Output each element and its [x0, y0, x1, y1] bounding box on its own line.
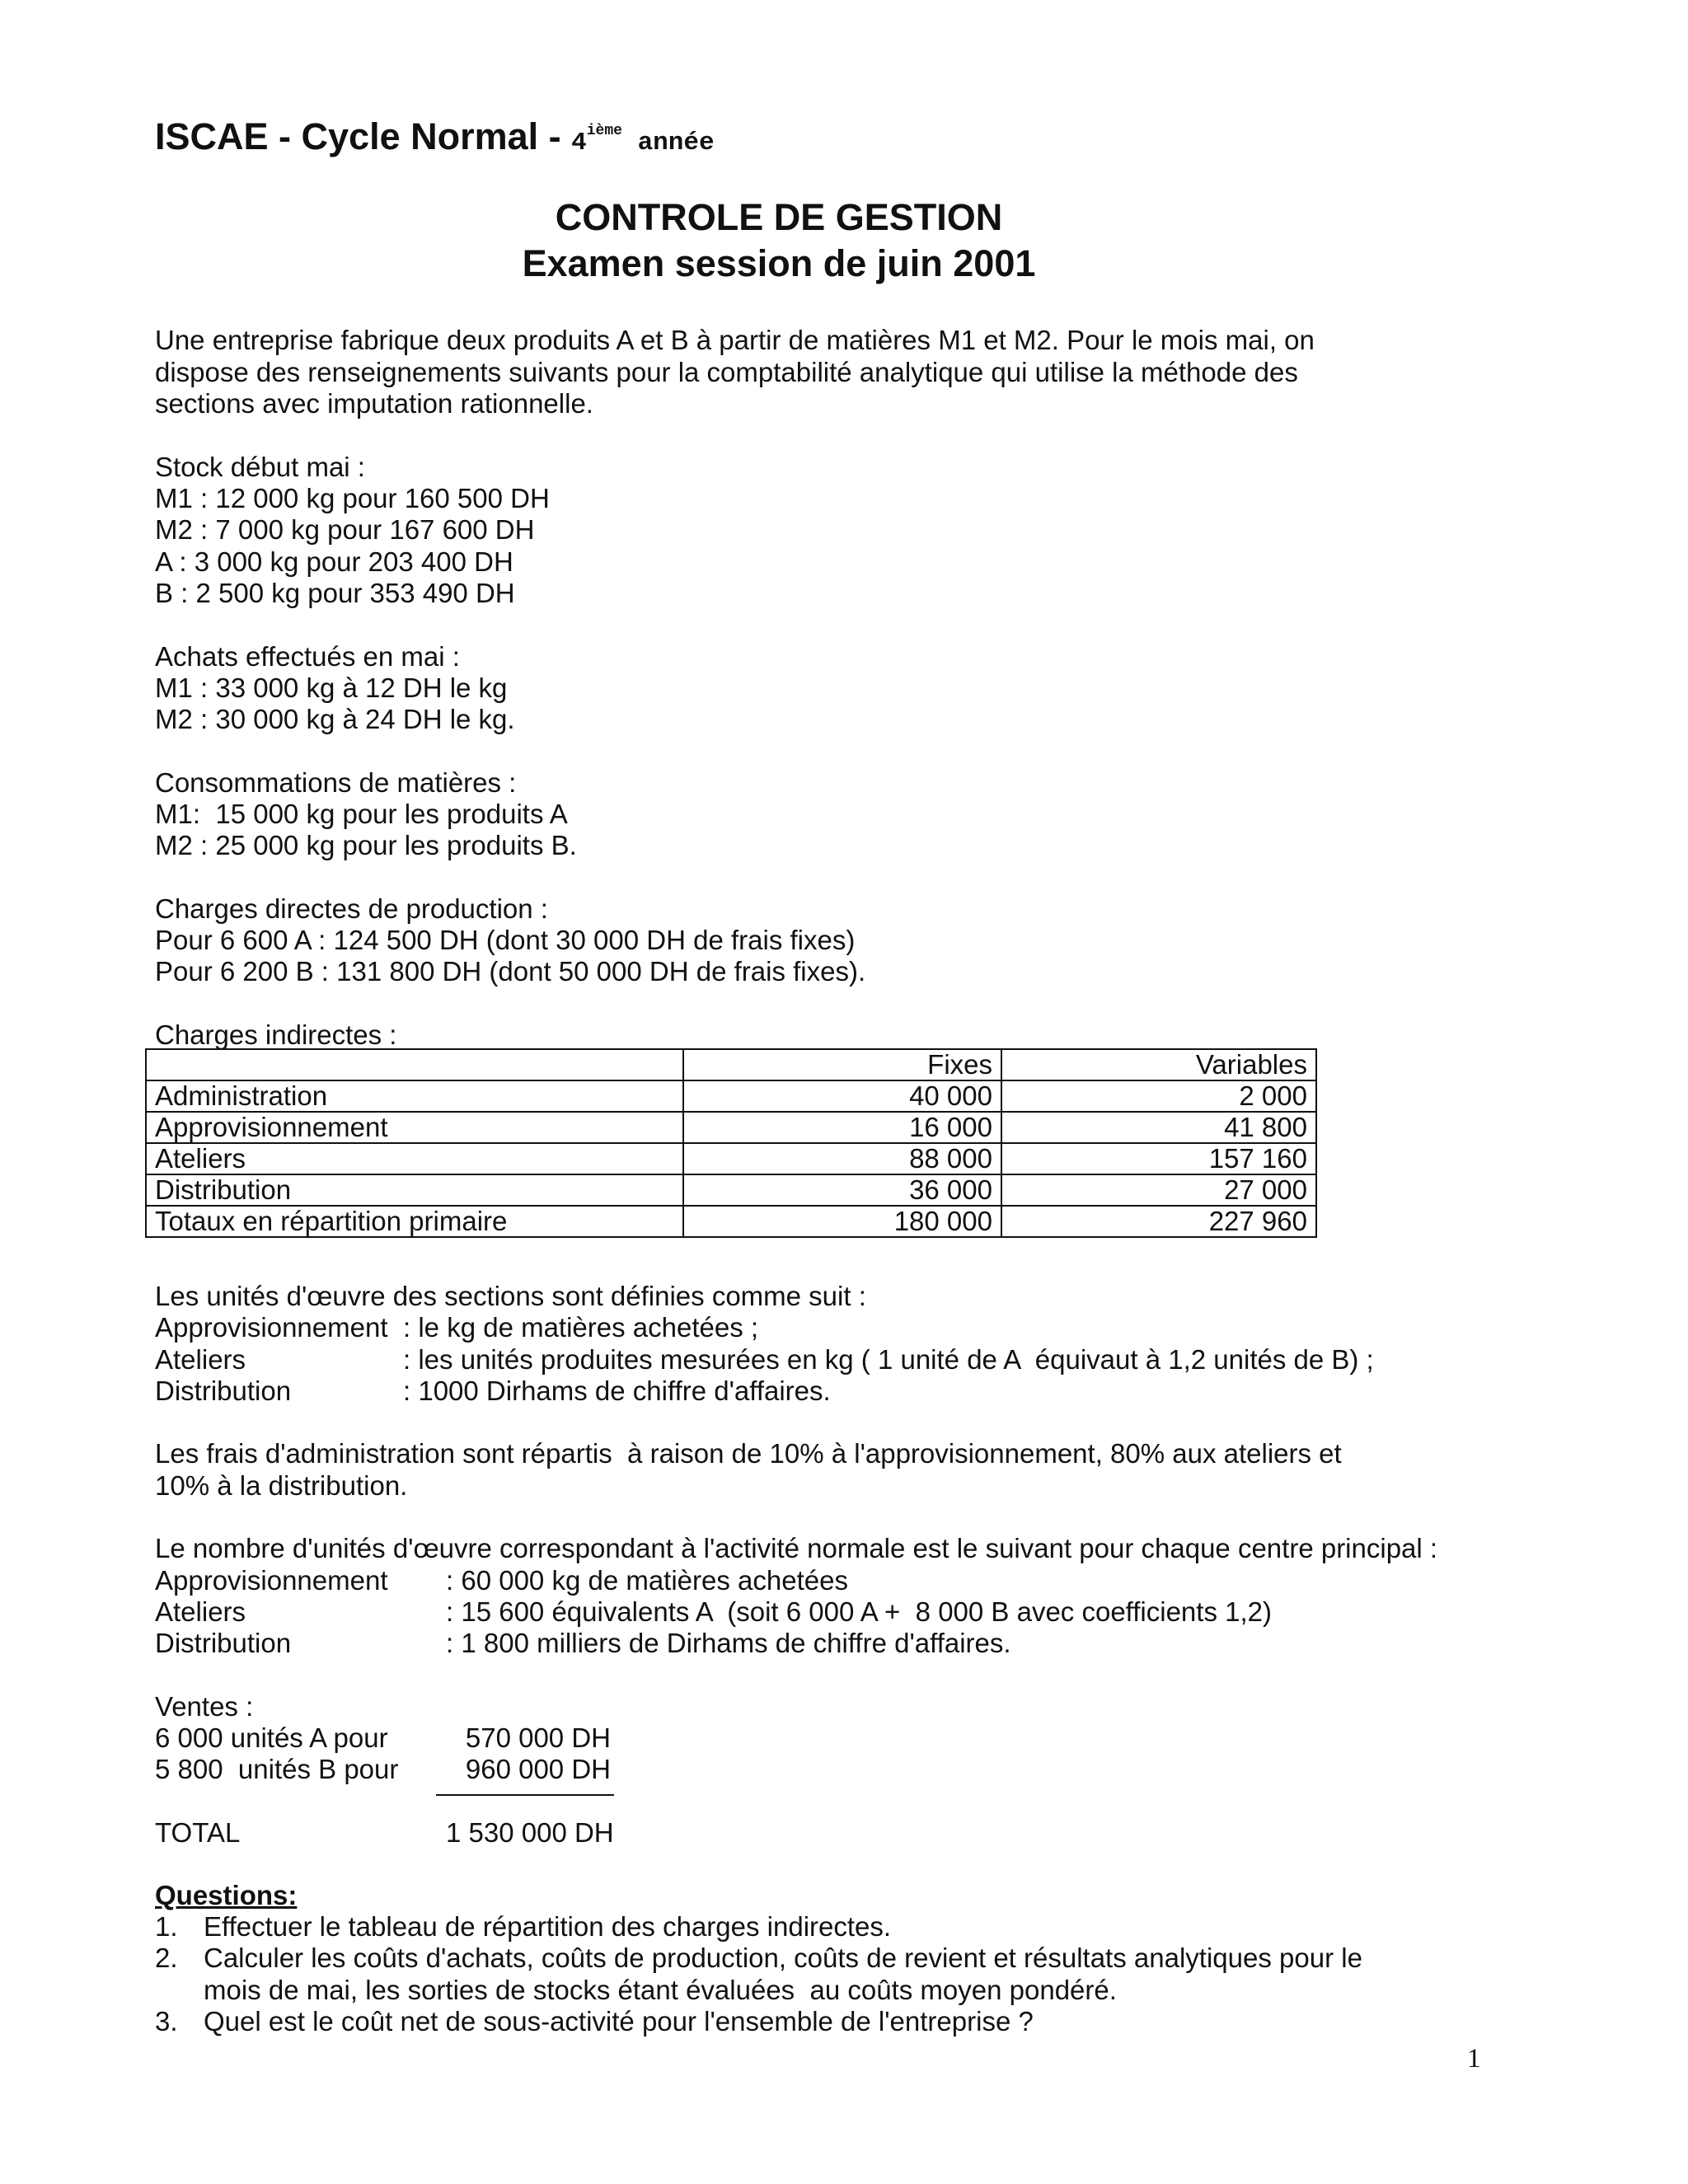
row-variables: 27 000 — [1001, 1174, 1316, 1206]
charges-directes-heading: Charges directes de production : — [155, 893, 548, 924]
charges-directes-line: Pour 6 600 A : 124 500 DH (dont 30 000 DH de frais fixes) — [155, 925, 856, 955]
intro-line: Une entreprise fabrique deux produits A et B à partir de matières M1 et M2. Pour le mois mai, on — [155, 325, 1315, 355]
header-prefix: ISCAE - Cycle Normal - — [155, 115, 572, 157]
activite-normale-value: : 15 600 équivalents A (soit 6 000 A + 8 000 B avec coefficients 1,2) — [446, 1596, 1272, 1627]
administration-line: Les frais d'administration sont répartis à raison de 10% à l'approvisionnement, 80% aux ateliers et — [155, 1438, 1342, 1469]
row-label: Distribution — [146, 1174, 683, 1206]
stock-line: M2 : 7 000 kg pour 167 600 DH — [155, 514, 535, 545]
exam-title: CONTROLE DE GESTION — [555, 196, 1003, 238]
ventes-sum-rule — [436, 1794, 614, 1796]
question-text: mois de mai, les sorties de stocks étant évaluées au coûts moyen pondéré. — [204, 1975, 1117, 2005]
unites-oeuvre-heading: Les unités d'œuvre des sections sont définies comme suit : — [155, 1281, 866, 1311]
page-number: 1 — [1467, 2044, 1481, 2074]
ventes-amount: 570 000 DH — [465, 1722, 611, 1753]
row-fixes: 16 000 — [683, 1112, 1001, 1143]
unites-oeuvre-value: : 1000 Dirhams de chiffre d'affaires. — [403, 1376, 831, 1406]
stock-line: M1 : 12 000 kg pour 160 500 DH — [155, 483, 550, 513]
table-row — [146, 1174, 1316, 1206]
intro-line: dispose des renseignements suivants pour la comptabilité analytique qui utilise la méthode des — [155, 357, 1298, 387]
ventes-label: 6 000 unités A pour — [155, 1722, 388, 1753]
charges-indirectes-table — [145, 1048, 1317, 1238]
table-header-cell: Variables — [1001, 1049, 1316, 1080]
table-header-row — [146, 1049, 1316, 1080]
table-row — [146, 1080, 1316, 1112]
activite-normale-label: Distribution — [155, 1628, 292, 1658]
unites-oeuvre-label: Approvisionnement — [155, 1312, 388, 1343]
activite-normale-heading: Le nombre d'unités d'œuvre correspondant à l'activité normale est le suivant pour chaque centre principal : — [155, 1533, 1438, 1563]
table-total-row — [146, 1206, 1316, 1237]
header-year-number: 4 — [571, 129, 587, 157]
row-fixes: 180 000 — [683, 1206, 1001, 1237]
row-label: Ateliers — [146, 1143, 683, 1174]
unites-oeuvre-value: : les unités produites mesurées en kg ( 1 unité de A équivaut à 1,2 unités de B) ; — [403, 1344, 1374, 1375]
table-header-cell — [146, 1049, 683, 1080]
stock-line: A : 3 000 kg pour 203 400 DH — [155, 546, 513, 577]
consommations-line: M1: 15 000 kg pour les produits A — [155, 799, 568, 829]
ventes-label: 5 800 unités B pour — [155, 1754, 399, 1784]
question-number: 2. — [155, 1943, 178, 1973]
questions-heading: Questions: — [155, 1880, 298, 1910]
row-variables: 227 960 — [1001, 1206, 1316, 1237]
question-text: Calculer les coûts d'achats, coûts de production, coûts de revient et résultats analytiques pour le — [204, 1943, 1362, 1973]
row-label: Totaux en répartition primaire — [146, 1206, 683, 1237]
charges-directes-line: Pour 6 200 B : 131 800 DH (dont 50 000 DH de frais fixes). — [155, 956, 866, 987]
header-year-word: année — [621, 129, 715, 157]
row-label: Approvisionnement — [146, 1112, 683, 1143]
question-text: Effectuer le tableau de répartition des charges indirectes. — [204, 1911, 892, 1942]
row-variables: 157 160 — [1001, 1143, 1316, 1174]
stock-line: B : 2 500 kg pour 353 490 DH — [155, 578, 515, 608]
header-year-superscript: ième — [586, 123, 622, 139]
achats-line: M2 : 30 000 kg à 24 DH le kg. — [155, 704, 515, 734]
unites-oeuvre-value: : le kg de matières achetées ; — [403, 1312, 759, 1343]
question-number: 1. — [155, 1911, 178, 1942]
intro-line: sections avec imputation rationnelle. — [155, 388, 593, 419]
activite-normale-label: Ateliers — [155, 1596, 246, 1627]
charges-indirectes-heading: Charges indirectes : — [155, 1019, 397, 1050]
ventes-total-amount: 1 530 000 DH — [446, 1817, 614, 1848]
ventes-amount: 960 000 DH — [465, 1754, 611, 1784]
row-fixes: 40 000 — [683, 1080, 1001, 1112]
table-header-cell: Fixes — [683, 1049, 1001, 1080]
row-fixes: 36 000 — [683, 1174, 1001, 1206]
administration-line: 10% à la distribution. — [155, 1470, 408, 1501]
ventes-total-label: TOTAL — [155, 1817, 241, 1848]
exam-subtitle: Examen session de juin 2001 — [522, 242, 1036, 284]
activite-normale-label: Approvisionnement — [155, 1565, 388, 1596]
document-header — [155, 115, 715, 158]
consommations-heading: Consommations de matières : — [155, 767, 517, 798]
table-row — [146, 1112, 1316, 1143]
table-row — [146, 1143, 1316, 1174]
row-variables: 2 000 — [1001, 1080, 1316, 1112]
unites-oeuvre-label: Ateliers — [155, 1344, 246, 1375]
stock-heading: Stock début mai : — [155, 452, 365, 482]
consommations-line: M2 : 25 000 kg pour les produits B. — [155, 830, 577, 860]
activite-normale-value: : 60 000 kg de matières achetées — [446, 1565, 848, 1596]
ventes-heading: Ventes : — [155, 1691, 254, 1722]
activite-normale-value: : 1 800 milliers de Dirhams de chiffre d'affaires. — [446, 1628, 1011, 1658]
question-number: 3. — [155, 2006, 178, 2036]
unites-oeuvre-label: Distribution — [155, 1376, 292, 1406]
row-fixes: 88 000 — [683, 1143, 1001, 1174]
achats-heading: Achats effectués en mai : — [155, 641, 460, 672]
question-text: Quel est le coût net de sous-activité pour l'ensemble de l'entreprise ? — [204, 2006, 1034, 2036]
achats-line: M1 : 33 000 kg à 12 DH le kg — [155, 673, 508, 703]
row-label: Administration — [146, 1080, 683, 1112]
row-variables: 41 800 — [1001, 1112, 1316, 1143]
